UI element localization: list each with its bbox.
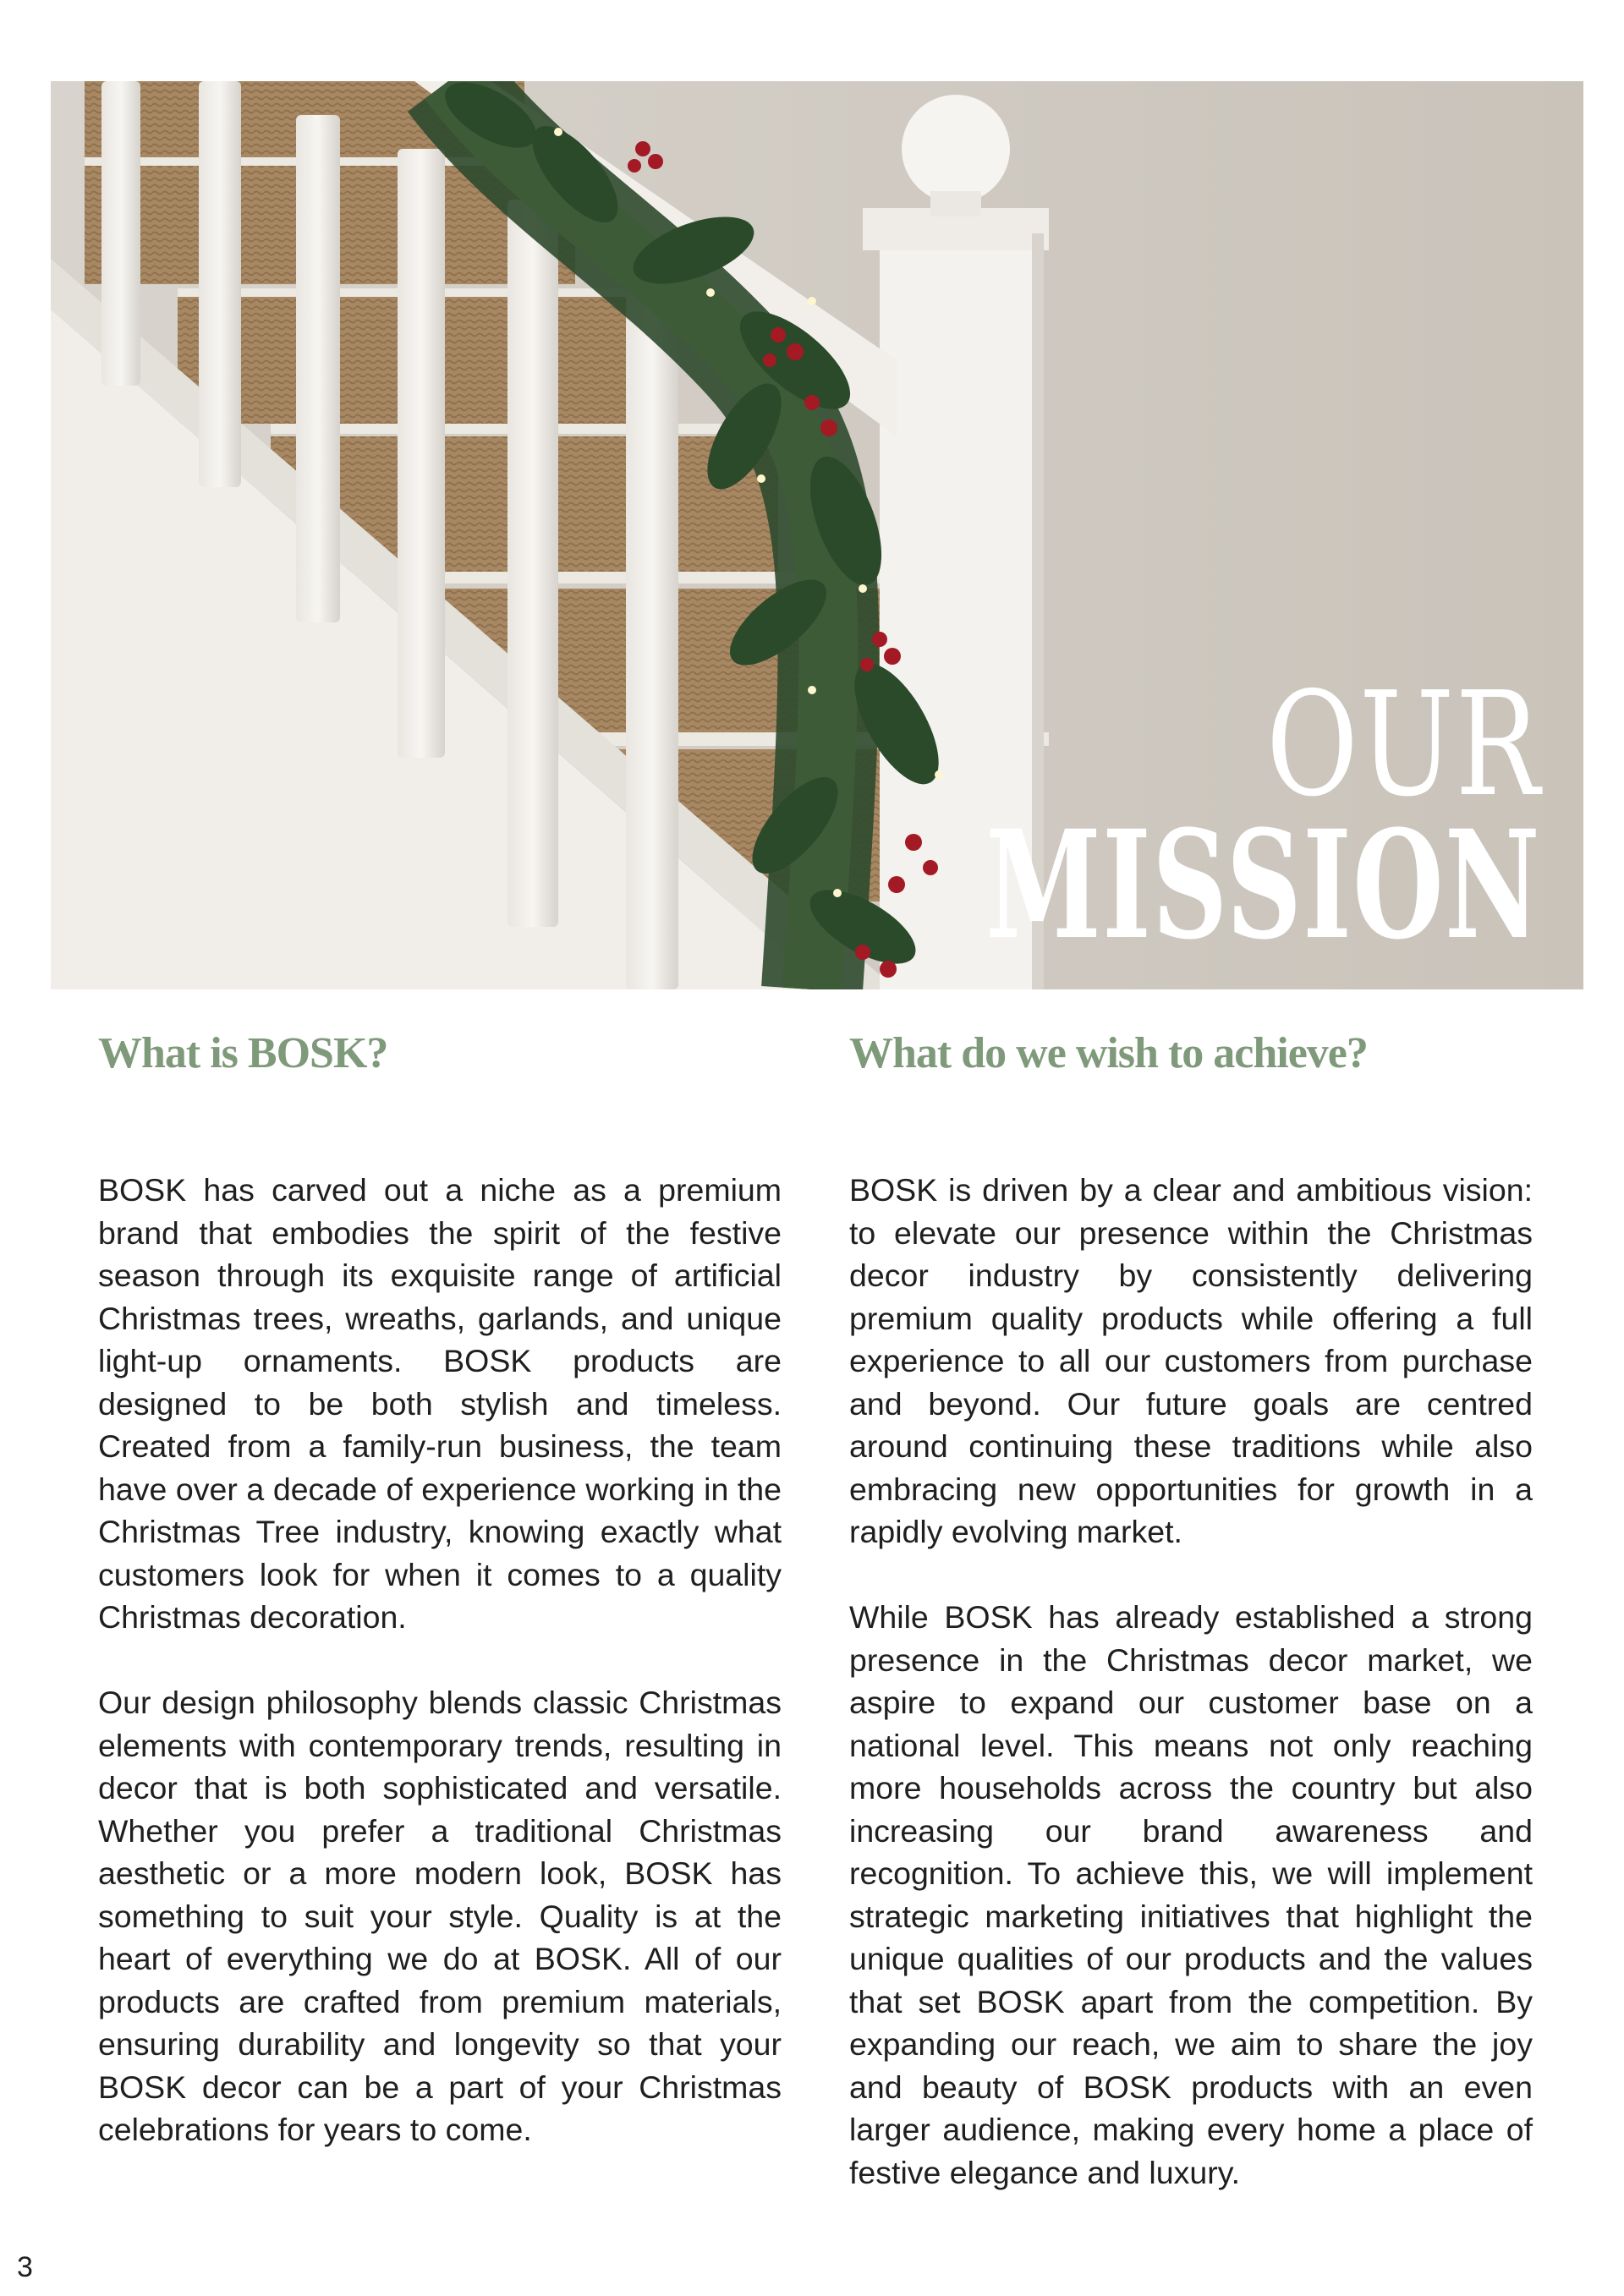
hero-title-line2: MISSION <box>985 797 1541 973</box>
paragraph: BOSK has carved out a niche as a premium brand that embodies the spirit of the festive season through its exquisite range of artificial Christmas trees, wreaths, garlands, and unique light-up ornaments. BOSK products are designed to be both stylish and timeless. Created from a family-run business, the team have over a decade of experience working in the Christmas Tree industry, knowing exactly what customers look for when it comes to a quality Christmas decoration. <box>98 1172 782 1635</box>
what-to-achieve-heading: What do we wish to achieve? <box>849 1029 1368 1077</box>
what-to-achieve-body <box>849 1169 1533 2194</box>
hero-title <box>748 661 1541 973</box>
what-to-achieve-section <box>849 1028 1533 2237</box>
page-number: 3 <box>17 2251 33 2283</box>
hero-title-line1: OUR <box>1266 661 1541 830</box>
what-is-bosk-section <box>98 1028 782 2194</box>
paragraph: While BOSK has already established a strong presence in the Christmas decor market, we aspire to expand our customer base on a national level. This means not only reaching more households across the country but also increasing our brand awareness and recognition. To achieve this, we will implement strategic marketing initiatives that highlight the unique qualities of our products and the values that set BOSK apart from the competition. By expanding our reach, we aim to share the joy and beauty of BOSK products with an even larger audience, making every home a place of festive elegance and luxury. <box>849 1599 1533 2190</box>
paragraph: BOSK is driven by a clear and ambitious vision: to elevate our presence within the Christmas decor industry by consistently delivering premium quality products while offering a full experience to all our customers from purchase and beyond. Our future goals are centred around continuing these traditions while also embracing new opportunities for growth in a rapidly evolving market. <box>849 1172 1533 1549</box>
paragraph: Our design philosophy blends classic Christmas elements with contemporary trends, resulting in decor that is both sophisticated and versatile. Whether you prefer a traditional Christmas aesthetic or a more modern look, BOSK has something to suit your style. Quality is at the heart of everything we do at BOSK. All of our products are crafted from premium materials, ensuring durability and longevity so that your BOSK decor can be a part of your Christmas celebrations for years to come. <box>98 1685 782 2147</box>
what-is-bosk-heading: What is BOSK? <box>98 1029 388 1077</box>
hero-image <box>51 81 1583 989</box>
what-is-bosk-body <box>98 1169 782 2151</box>
